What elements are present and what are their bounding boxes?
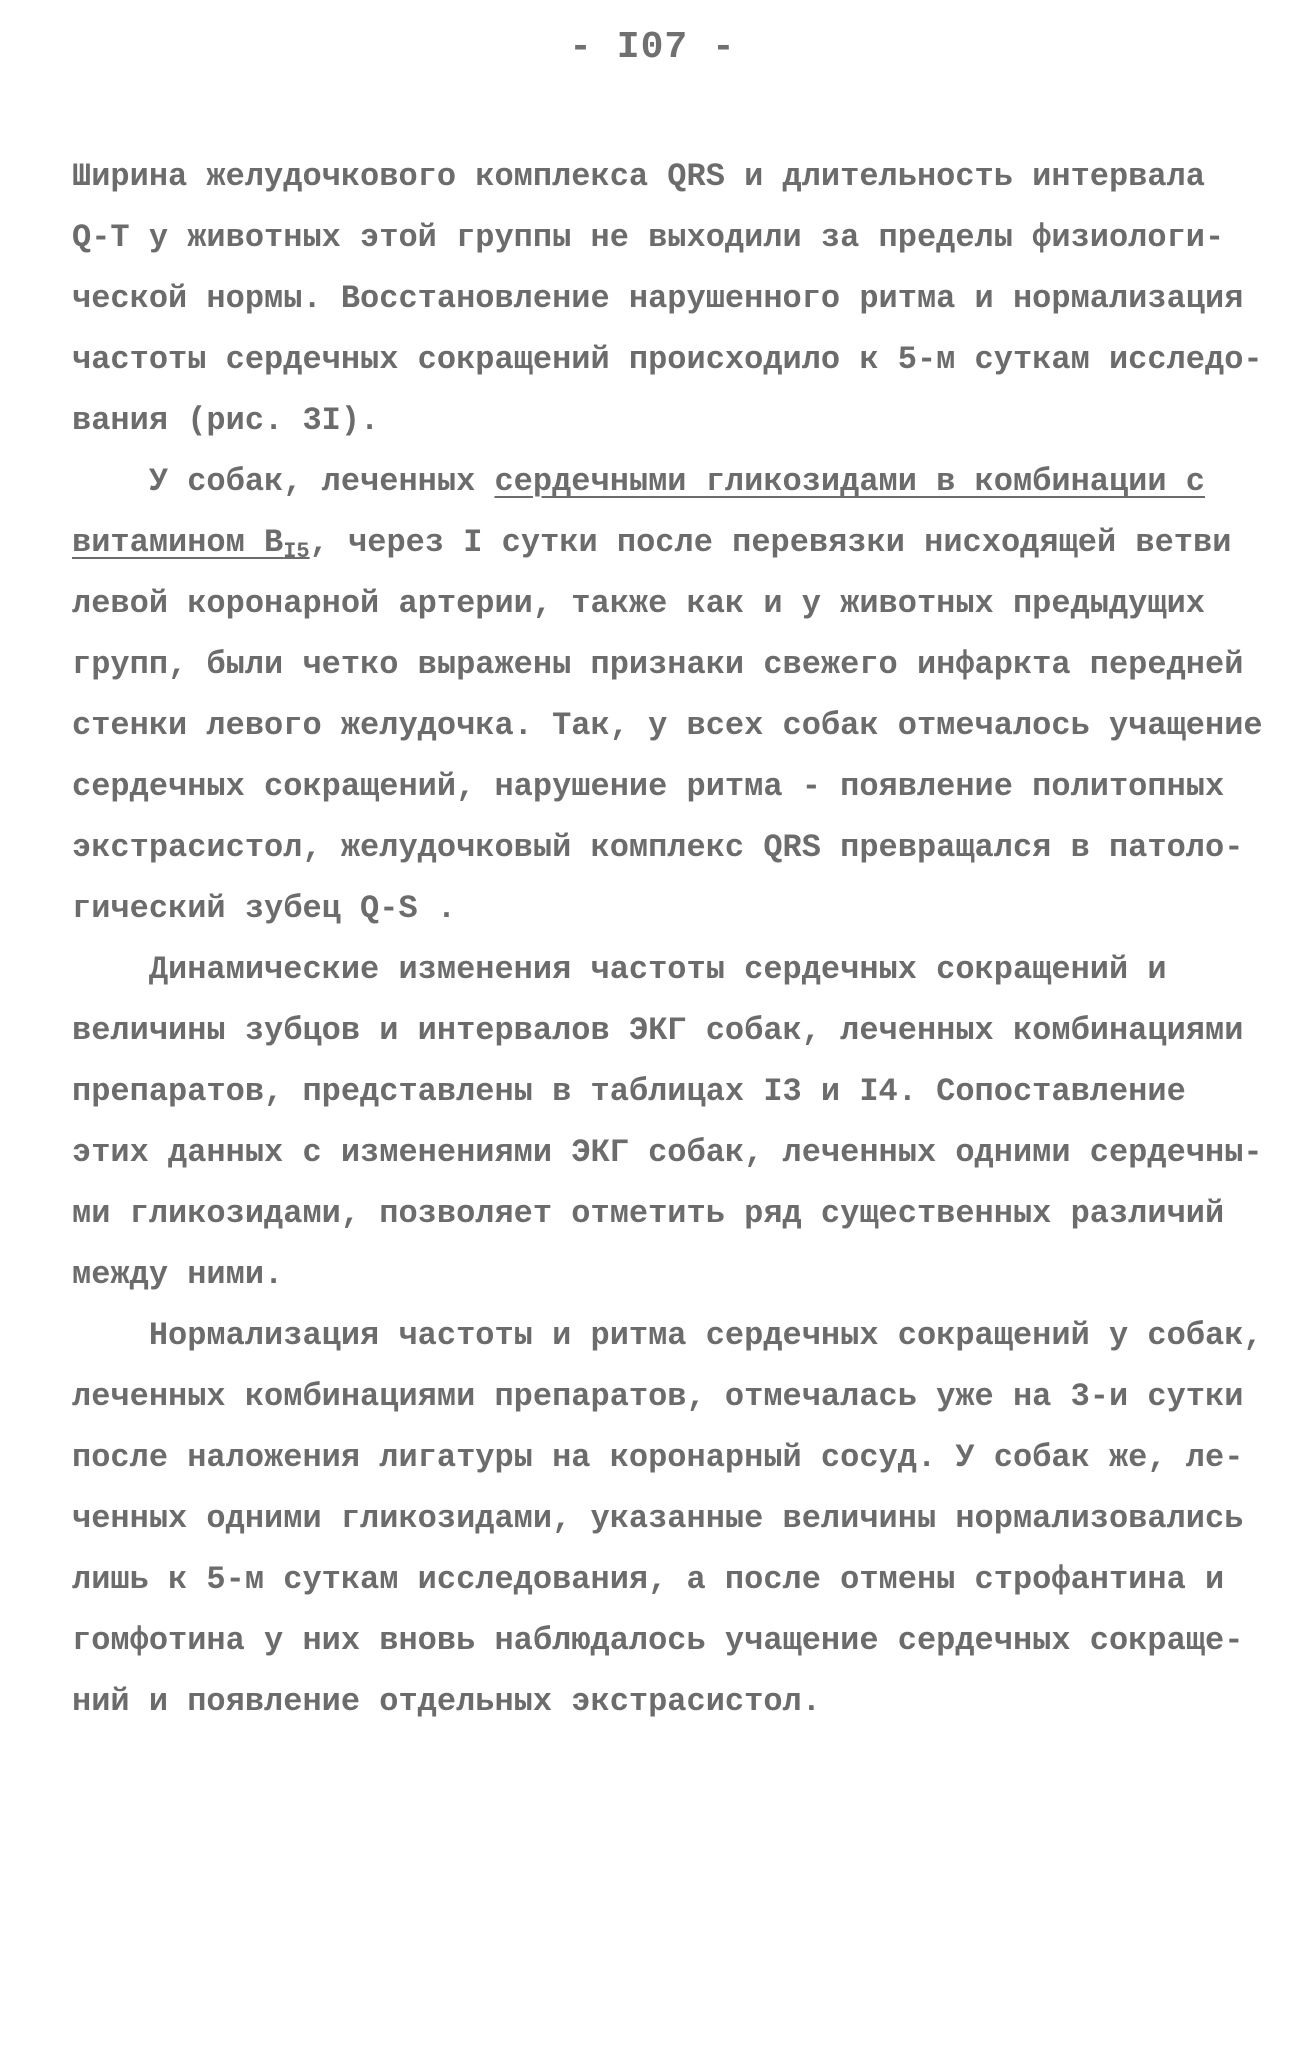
text-line [72, 512, 1232, 573]
text-line: частоты сердечных сокращений происходило к 5-м суткам исследо- [72, 341, 1263, 378]
text-line: этих данных с изменениями ЭКГ собак, леченных одними сердечны- [72, 1134, 1263, 1171]
body-text [72, 146, 1263, 1732]
text-line: леченных комбинациями препаратов, отмечалась уже на 3-и сутки [72, 1378, 1244, 1415]
text-line: лишь к 5-м суткам исследования, а после отмены строфантина и [72, 1561, 1225, 1598]
underlined-text [72, 524, 310, 564]
text-line: Ширина желудочкового комплекса QRS и длительность интервала [72, 158, 1205, 195]
text-line [72, 451, 1232, 512]
text-line: экстрасистол, желудочковый комплекс QRS превращался в патоло- [72, 829, 1244, 866]
text-line: между ними. [72, 1256, 284, 1293]
text-line: сердечных сокращений, нарушение ритма - появление политопных [72, 768, 1225, 805]
text-line: величины зубцов и интервалов ЭКГ собак, леченных комбинациями [72, 1012, 1244, 1049]
text-line: вания (рис. 3I). [72, 402, 380, 439]
text-fragment: витамином B [72, 524, 284, 561]
text-line: ний и появление отдельных экстрасистол. [72, 1683, 821, 1720]
text-line: гический зубец Q-S . [72, 890, 457, 927]
subscript: I5 [283, 539, 310, 564]
text-line: ченных одними гликозидами, указанные величины нормализовались [72, 1500, 1244, 1537]
paragraph-4 [72, 1305, 1263, 1732]
text-line: Q-T у животных этой группы не выходили за пределы физиологи- [72, 219, 1225, 256]
text-fragment: У собак, леченных [72, 463, 495, 500]
text-fragment: , через I сутки после перевязки нисходящей ветви [309, 524, 1232, 561]
text-line: групп, были четко выражены признаки свежего инфаркта передней [72, 646, 1244, 683]
text-line: левой коронарной артерии, также как и у животных предыдущих [72, 585, 1205, 622]
text-line: Нормализация частоты и ритма сердечных сокращений у собак, [72, 1317, 1263, 1354]
text-line: препаратов, представлены в таблицах I3 и I4. Сопоставление [72, 1073, 1186, 1110]
text-line: Динамические изменения частоты сердечных сокращений и [72, 951, 1167, 988]
page-number: - I07 - [569, 26, 736, 69]
paragraph-2 [72, 451, 1263, 939]
text-line: ческой нормы. Восстановление нарушенного ритма и нормализация [72, 280, 1244, 317]
paragraph-1 [72, 146, 1263, 451]
underlined-text: сердечными гликозидами в комбинации с [494, 463, 1205, 500]
text-line: после наложения лигатуры на коронарный сосуд. У собак же, ле- [72, 1439, 1244, 1476]
paragraph-3 [72, 939, 1263, 1305]
text-line: стенки левого желудочка. Так, у всех собак отмечалось учащение [72, 707, 1263, 744]
text-line: гомфотина у них вновь наблюдалось учащение сердечных сокраще- [72, 1622, 1244, 1659]
text-line: ми гликозидами, позволяет отметить ряд существенных различий [72, 1195, 1225, 1232]
